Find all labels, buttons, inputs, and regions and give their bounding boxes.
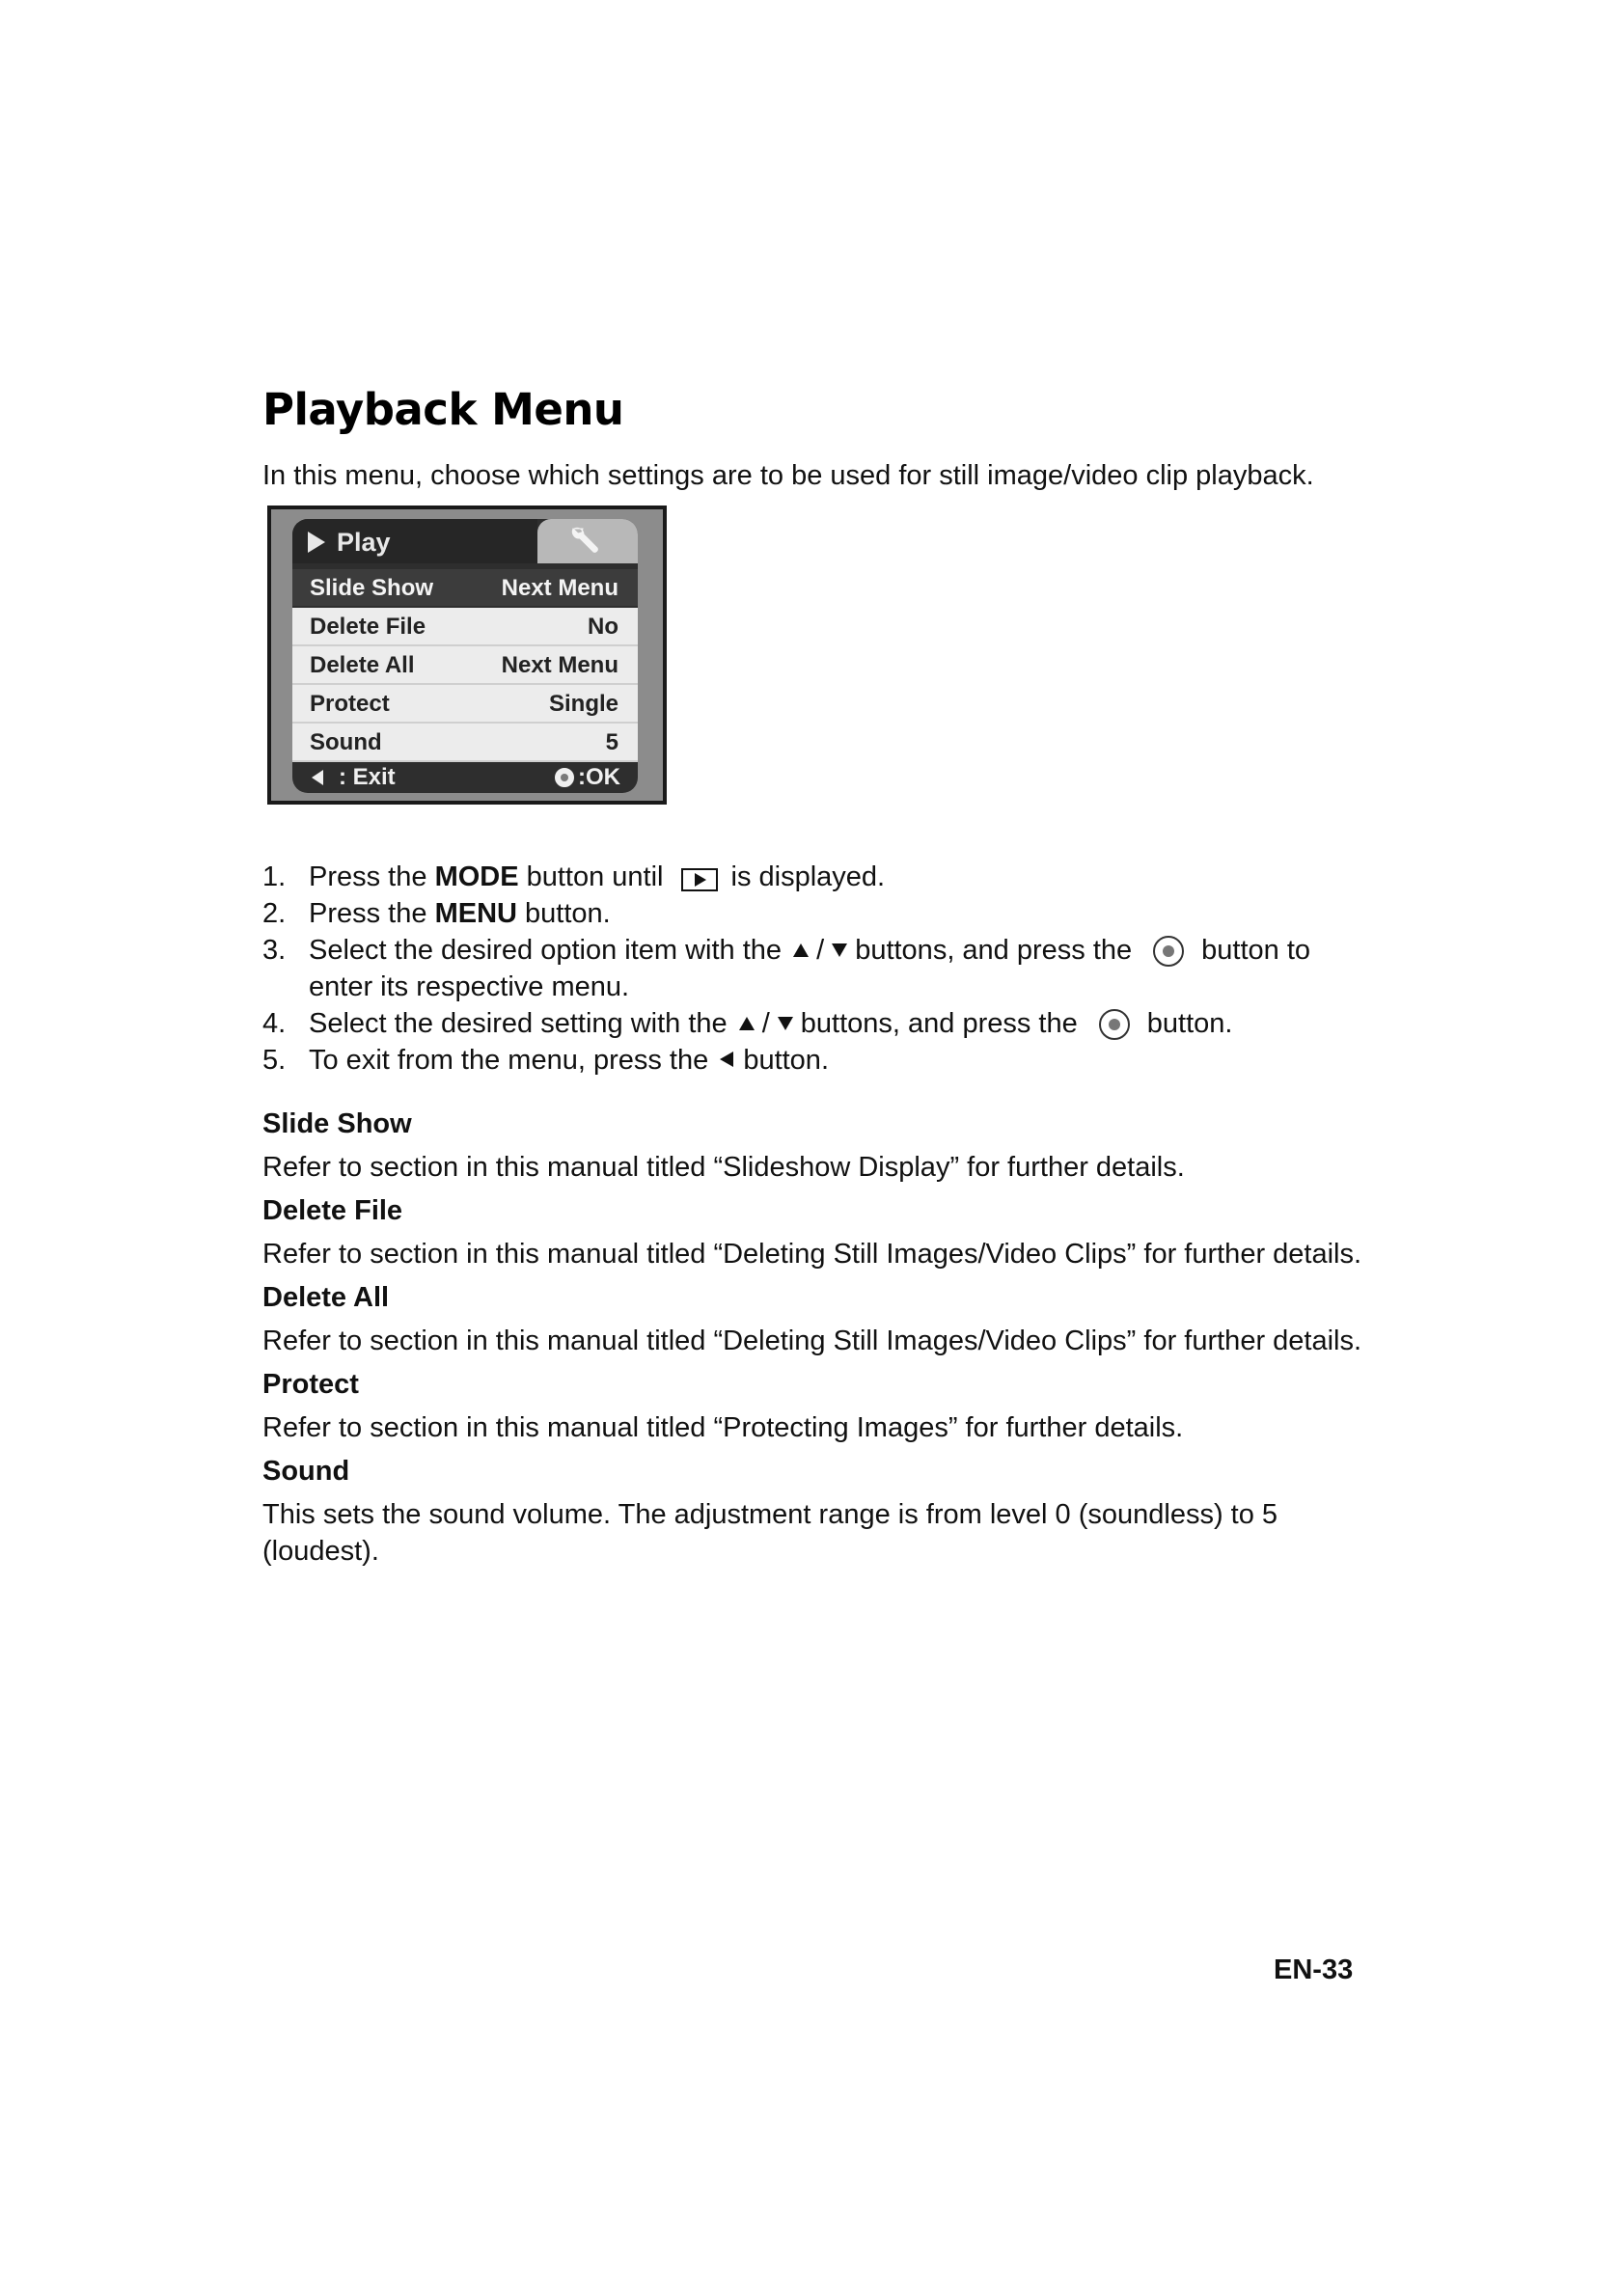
lcd-row-delete-all bbox=[292, 646, 638, 685]
section-heading: Sound bbox=[262, 1456, 350, 1487]
step-number: 4. bbox=[262, 1008, 287, 1039]
step-text: button. bbox=[516, 898, 611, 929]
lcd-footer-exit: : Exit bbox=[339, 764, 396, 790]
step-2 bbox=[262, 895, 1372, 932]
page-title: Playback Menu bbox=[262, 384, 624, 435]
up-arrow-icon bbox=[793, 943, 809, 957]
section-body: Refer to section in this manual titled “Slideshow Display” for further details. bbox=[262, 1152, 1185, 1183]
lcd-row-value: Next Menu bbox=[501, 575, 618, 601]
lcd-menu-figure bbox=[267, 506, 667, 805]
step-text: button. bbox=[1146, 1008, 1233, 1039]
page-number: EN-33 bbox=[1274, 1954, 1354, 1985]
lcd-footer-ok: :OK bbox=[578, 764, 620, 790]
step-text: Press the bbox=[309, 861, 435, 892]
lcd-tab-setup bbox=[537, 519, 638, 563]
step-text: Press the bbox=[309, 898, 435, 929]
steps-list bbox=[262, 859, 1372, 1079]
up-arrow-icon bbox=[739, 1017, 755, 1030]
step-text: buttons, and press the bbox=[855, 935, 1133, 966]
lcd-footer bbox=[292, 760, 638, 793]
down-arrow-icon bbox=[778, 1017, 793, 1030]
section-sound bbox=[262, 1454, 1372, 1570]
settings-descriptions bbox=[262, 1107, 1372, 1577]
section-body: This sets the sound volume. The adjustment range is from level 0 (soundless) to 5 (loudest). bbox=[262, 1499, 1278, 1567]
lcd-row-protect bbox=[292, 685, 638, 724]
step-text: is displayed. bbox=[730, 861, 886, 892]
step-text: / bbox=[761, 1008, 770, 1039]
lcd-menu-list bbox=[292, 569, 638, 762]
step-5 bbox=[262, 1042, 1372, 1079]
lcd-row-label: Delete File bbox=[310, 614, 426, 640]
lcd-row-label: Slide Show bbox=[310, 575, 434, 601]
step-number: 5. bbox=[262, 1045, 287, 1076]
lcd-row-label: Sound bbox=[310, 729, 382, 755]
lcd-row-value: 5 bbox=[605, 729, 618, 755]
section-delete-all bbox=[262, 1280, 1372, 1359]
step-text: enter its respective menu. bbox=[309, 971, 630, 1002]
lcd-row-slide-show bbox=[292, 569, 638, 608]
lcd-tab-play bbox=[292, 519, 537, 563]
lcd-row-delete-file bbox=[292, 608, 638, 646]
step-3 bbox=[262, 932, 1372, 1005]
section-body: Refer to section in this manual titled “Deleting Still Images/Video Clips” for further details. bbox=[262, 1239, 1362, 1270]
step-text: button. bbox=[743, 1045, 829, 1076]
intro-text: In this menu, choose which settings are to be used for still image/video clip playback. bbox=[262, 460, 1314, 491]
section-heading: Delete All bbox=[262, 1282, 390, 1313]
step-4 bbox=[262, 1005, 1372, 1042]
lcd-row-value: No bbox=[588, 614, 618, 640]
menu-keyword: MENU bbox=[434, 898, 517, 929]
ok-button-icon bbox=[1099, 1009, 1130, 1040]
section-slide-show bbox=[262, 1107, 1372, 1186]
lcd-row-sound bbox=[292, 724, 638, 762]
ok-button-icon bbox=[555, 768, 574, 787]
wrench-icon bbox=[568, 525, 607, 558]
step-1 bbox=[262, 859, 1372, 895]
ok-button-icon bbox=[1153, 936, 1184, 967]
lcd-row-label: Protect bbox=[310, 691, 390, 717]
step-text: Select the desired setting with the bbox=[309, 1008, 728, 1039]
section-heading: Slide Show bbox=[262, 1108, 412, 1139]
step-text: / bbox=[816, 935, 825, 966]
section-body: Refer to section in this manual titled “Deleting Still Images/Video Clips” for further details. bbox=[262, 1326, 1362, 1356]
section-delete-file bbox=[262, 1193, 1372, 1272]
step-text: Select the desired option item with the bbox=[309, 935, 783, 966]
lcd-row-value: Single bbox=[548, 691, 618, 717]
step-text: To exit from the menu, press the bbox=[309, 1045, 709, 1076]
section-protect bbox=[262, 1367, 1372, 1446]
step-text: button until bbox=[518, 861, 664, 892]
step-number: 2. bbox=[262, 898, 287, 929]
section-heading: Delete File bbox=[262, 1195, 403, 1226]
lcd-row-value: Next Menu bbox=[501, 652, 618, 678]
left-arrow-icon bbox=[720, 1052, 733, 1067]
playback-mode-icon bbox=[681, 868, 718, 891]
section-heading: Protect bbox=[262, 1369, 359, 1400]
lcd-row-label: Delete All bbox=[310, 652, 415, 678]
step-text: button to bbox=[1201, 935, 1311, 966]
step-text: buttons, and press the bbox=[800, 1008, 1078, 1039]
step-number: 3. bbox=[262, 935, 287, 966]
play-icon bbox=[308, 532, 325, 553]
step-number: 1. bbox=[262, 861, 287, 892]
lcd-tab-play-label: Play bbox=[337, 528, 391, 557]
down-arrow-icon bbox=[832, 943, 847, 957]
lcd-screen bbox=[292, 519, 638, 793]
mode-keyword: MODE bbox=[434, 861, 519, 892]
section-body: Refer to section in this manual titled “Protecting Images” for further details. bbox=[262, 1412, 1184, 1443]
left-arrow-icon bbox=[312, 770, 323, 785]
